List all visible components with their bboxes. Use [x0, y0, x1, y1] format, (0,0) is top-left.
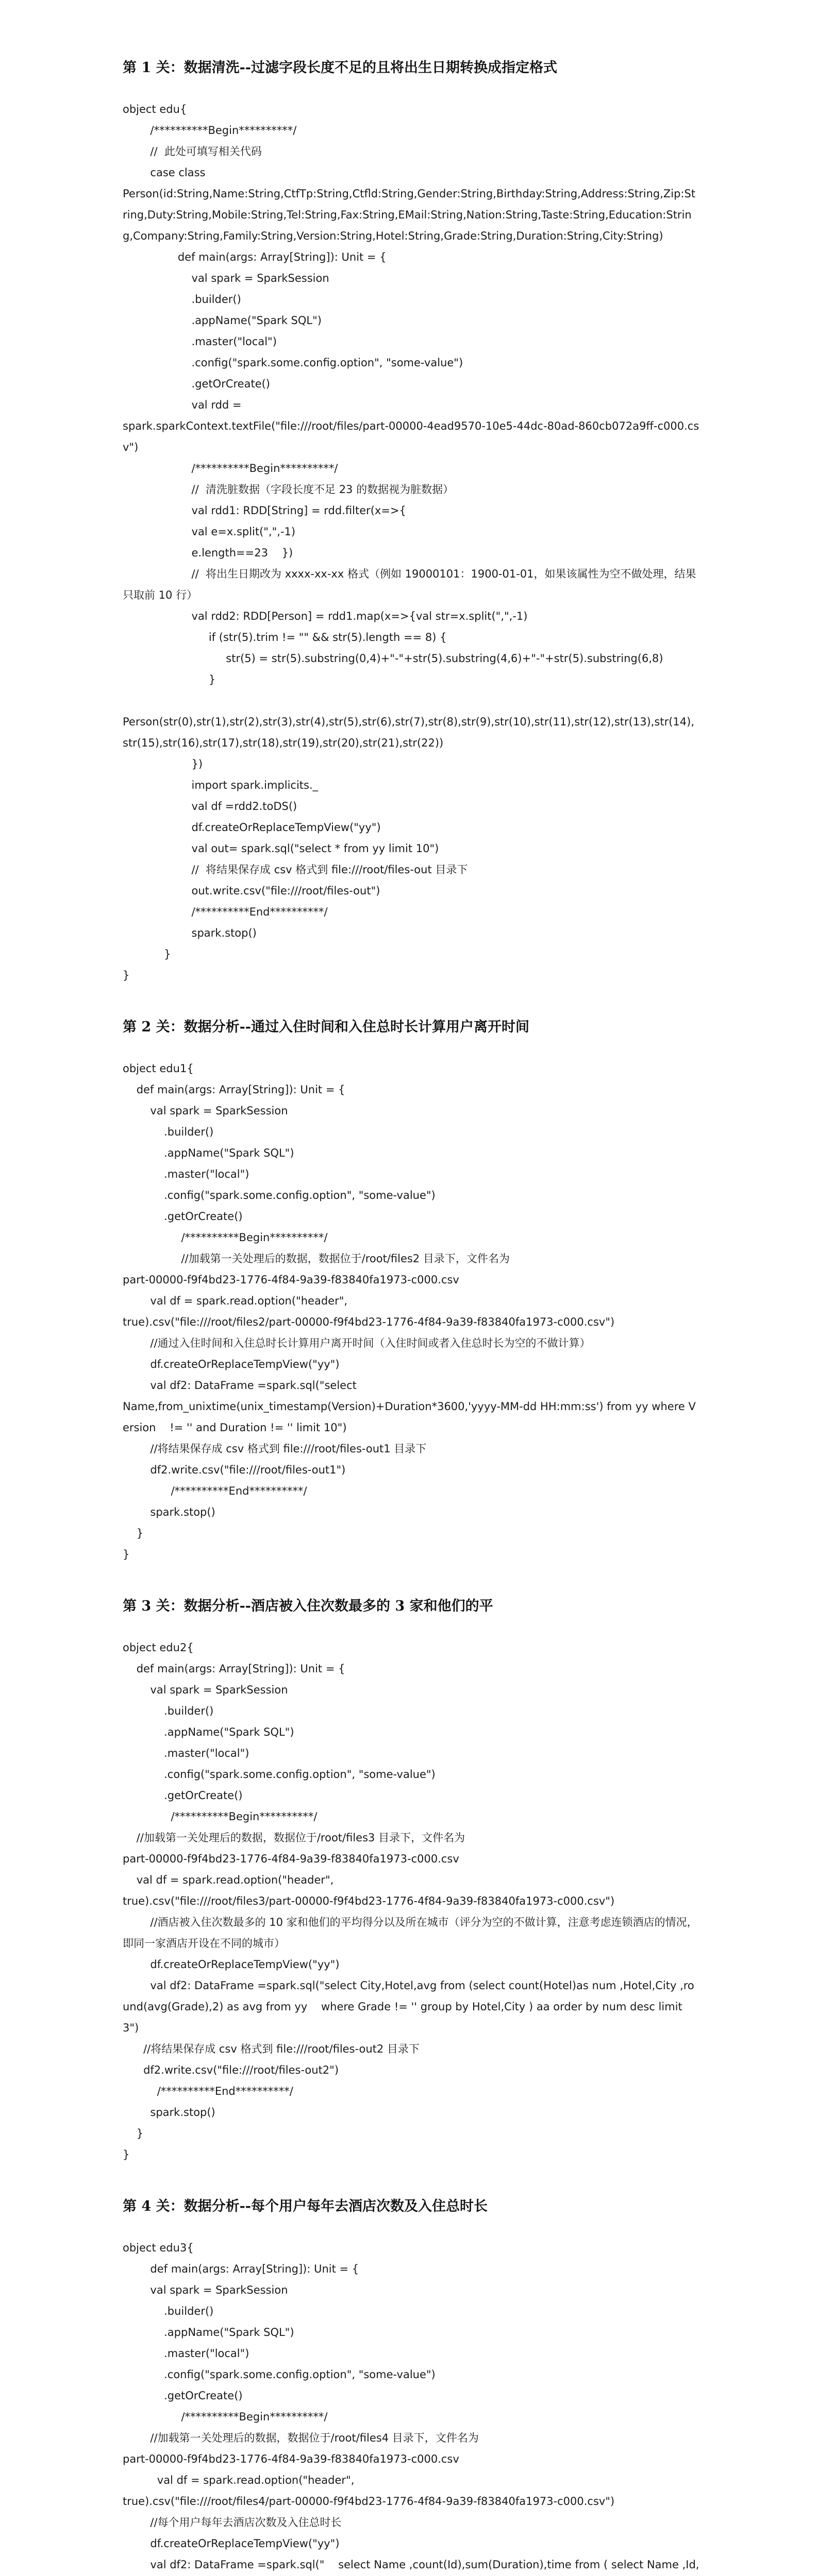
- code-line: val rdd2: RDD[Person] = rdd1.map(x=>{val str=x.split(",",-1): [123, 610, 528, 622]
- code-line: spark.stop(): [123, 927, 257, 939]
- code-line: //加载第一关处理后的数据，数据位于/root/files2 目录下，文件名为: [123, 1252, 510, 1265]
- section-title: 第 2 关：数据分析--通过入住时间和入住总时长计算用户离开时间: [123, 1019, 529, 1035]
- code-line: }: [123, 1548, 130, 1561]
- code-line: val df2: DataFrame =spark.sql("select City,Hotel,avg from (select count(Hotel)as num ,Hotel,City ,round(avg(Grade),2) as avg from yy where Grade != '' group by Hotel,City ) aa order by num desc limit 3"): [123, 1979, 694, 2034]
- code-line: Name,from_unixtime(unix_timestamp(Version)+Duration*3600,'yyyy-MM-dd HH:mm:ss') from yy where Version != '' and Duration != '' limit 10"): [123, 1400, 696, 1434]
- code-line: /**********Begin**********/: [123, 124, 297, 137]
- code-block: [123, 99, 699, 986]
- code-line: }): [123, 758, 203, 770]
- section-4: [123, 2196, 699, 2576]
- code-line: .config("spark.some.config.option", "some-value"): [123, 357, 463, 369]
- code-line: import spark.implicits._: [123, 779, 319, 791]
- code-line: //通过入住时间和入住总时长计算用户离开时间（入住时间或者入住总时长为空的不做计算）: [123, 1337, 591, 1349]
- code-line: df.createOrReplaceTempView("yy"): [123, 821, 381, 834]
- code-line: .appName("Spark SQL"): [123, 1147, 294, 1159]
- code-line: def main(args: Array[String]): Unit = {: [123, 1663, 345, 1675]
- code-line: .config("spark.some.config.option", "some-value"): [123, 2368, 436, 2381]
- code-line: def main(args: Array[String]): Unit = {: [123, 251, 387, 263]
- code-line: .appName("Spark SQL"): [123, 2326, 294, 2338]
- section-title: 第 3 关：数据分析--酒店被入住次数最多的 3 家和他们的平: [123, 1598, 493, 1614]
- code-line: true).csv("file:///root/files4/part-00000-f9f4bd23-1776-4f84-9a39-f83840fa1973-c000.csv"): [123, 2495, 615, 2507]
- code-line: .builder(): [123, 2305, 214, 2317]
- section-title: 第 1 关：数据清洗--过滤字段长度不足的且将出生日期转换成指定格式: [123, 60, 557, 76]
- code-line: //酒店被入住次数最多的 10 家和他们的平均得分以及所在城市（评分为空的不做计算，注意考虑连锁酒店的情况，即同一家酒店开设在不同的城市）: [123, 1916, 698, 1950]
- code-line: }: [123, 673, 216, 686]
- code-line: /**********End**********/: [123, 2085, 293, 2097]
- code-line: spark.stop(): [123, 1506, 215, 1518]
- code-line: df2.write.csv("file:///root/files-out2"): [123, 2064, 339, 2076]
- code-line: //每个用户每年去酒店次数及入住总时长: [123, 2516, 342, 2529]
- code-line: def main(args: Array[String]): Unit = {: [123, 1083, 345, 1096]
- code-line: // 清洗脏数据（字段长度不足 23 的数据视为脏数据）: [123, 483, 454, 496]
- code-line: val rdd =: [123, 399, 242, 411]
- code-line: out.write.csv("file:///root/files-out"): [123, 885, 380, 897]
- code-line: .getOrCreate(): [123, 378, 271, 390]
- code-line: object edu{: [123, 103, 187, 115]
- code-line: df2.write.csv("file:///root/files-out1"): [123, 1464, 346, 1476]
- code-line: true).csv("file:///root/files2/part-00000-f9f4bd23-1776-4f84-9a39-f83840fa1973-c000.csv"): [123, 1316, 615, 1328]
- code-line: true).csv("file:///root/files3/part-00000-f9f4bd23-1776-4f84-9a39-f83840fa1973-c000.csv"): [123, 1895, 615, 1907]
- code-line: .getOrCreate(): [123, 2389, 243, 2402]
- code-line: .config("spark.some.config.option", "some-value"): [123, 1768, 436, 1781]
- code-line: // 将结果保存成 csv 格式到 file:///root/files-out 目录下: [123, 863, 468, 876]
- code-line: Person(str(0),str(1),str(2),str(3),str(4),str(5),str(6),str(7),str(8),str(9),str(10),str(11),str(12),str(13),str(14),str(15),str(16),str(17),str(18),str(19),str(20),str(21),str(22)): [123, 716, 695, 749]
- code-line: .config("spark.some.config.option", "some-value"): [123, 1189, 436, 1201]
- code-line: }: [123, 1527, 144, 1539]
- section-1: [123, 58, 699, 986]
- code-line: object edu2{: [123, 1641, 194, 1654]
- code-line: val df2: DataFrame =spark.sql(" select Name ,count(Id),sum(Duration),time from ( select Name ,Id,: [150, 2558, 699, 2571]
- code-line: //加载第一关处理后的数据，数据位于/root/files3 目录下，文件名为: [123, 1832, 465, 1844]
- code-line: val rdd1: RDD[String] = rdd.filter(x=>{: [123, 504, 406, 517]
- code-line: val df =rdd2.toDS(): [123, 800, 297, 812]
- code-line: // 此处可填写相关代码: [123, 145, 262, 158]
- code-line: .appName("Spark SQL"): [123, 314, 322, 327]
- code-line: .builder(): [123, 293, 241, 306]
- code-line: val df = spark.read.option("header",: [123, 1295, 348, 1307]
- code-line: /**********End**********/: [123, 906, 328, 918]
- code-line: }: [123, 948, 171, 960]
- section-3: [123, 1596, 699, 2165]
- code-line: val out= spark.sql("select * from yy limit 10"): [123, 842, 439, 855]
- code-block: [123, 1058, 699, 1565]
- code-line: /**********Begin**********/: [123, 1810, 318, 1823]
- code-line: Person(id:String,Name:String,CtfTp:String,Ctfld:String,Gender:String,Birthday:String,Address:String,Zip:String,Duty:String,Mobile:String,Tel:String,Fax:String,EMail:String,Nation:String,Taste:String,Education:String,Company:String,Family:String,Version:String,Hotel:String,Grade:String,Duration:String,City:String): [123, 188, 696, 242]
- code-line: /**********Begin**********/: [123, 1231, 328, 1244]
- code-line: val spark = SparkSession: [123, 2284, 288, 2296]
- code-line: part-00000-f9f4bd23-1776-4f84-9a39-f83840fa1973-c000.csv: [123, 2453, 459, 2465]
- code-line: object edu3{: [123, 2242, 194, 2254]
- code-line: [123, 690, 699, 711]
- code-line: part-00000-f9f4bd23-1776-4f84-9a39-f83840fa1973-c000.csv: [123, 1274, 459, 1286]
- code-line: .master("local"): [123, 1747, 249, 1759]
- code-line: def main(args: Array[String]): Unit = {: [123, 2263, 359, 2275]
- code-line: .getOrCreate(): [123, 1789, 243, 1802]
- code-line: object edu1{: [123, 1062, 194, 1075]
- code-line: str(5) = str(5).substring(0,4)+"-"+str(5).substring(4,6)+"-"+str(5).substring(6,8): [123, 652, 663, 665]
- section-title: 第 4 关：数据分析--每个用户每年去酒店次数及入住总时长: [123, 2198, 488, 2214]
- code-block: [123, 2238, 699, 2576]
- code-line: case class: [123, 166, 206, 179]
- code-line: // 将出生日期改为 xxxx-xx-xx 格式（例如 19000101：1900-01-01，如果该属性为空不做处理，结果只取前 10 行）: [123, 568, 696, 601]
- code-line: .builder(): [123, 1126, 214, 1138]
- code-line: //加载第一关处理后的数据，数据位于/root/files4 目录下，文件名为: [123, 2432, 479, 2444]
- code-line: /**********Begin**********/: [123, 462, 338, 474]
- section-2: [123, 1017, 699, 1565]
- code-line: .master("local"): [123, 1168, 249, 1180]
- code-line: val spark = SparkSession: [123, 1684, 288, 1696]
- code-line: //将结果保存成 csv 格式到 file:///root/files-out2 目录下: [123, 2043, 420, 2055]
- code-line: val spark = SparkSession: [123, 272, 329, 284]
- code-line: .builder(): [123, 1705, 214, 1717]
- code-line: }: [123, 2148, 130, 2161]
- code-line: .getOrCreate(): [123, 1210, 243, 1223]
- code-line: .master("local"): [123, 335, 277, 348]
- code-block: [123, 1637, 699, 2165]
- code-line: part-00000-f9f4bd23-1776-4f84-9a39-f83840fa1973-c000.csv: [123, 1853, 459, 1865]
- code-line: if (str(5).trim != "" && str(5).length == 8) {: [123, 631, 447, 643]
- code-line: .master("local"): [123, 2347, 249, 2360]
- code-line: e.length==23 }): [123, 547, 293, 559]
- code-line: .appName("Spark SQL"): [123, 1726, 294, 1738]
- code-line: //将结果保存成 csv 格式到 file:///root/files-out1 目录下: [123, 1443, 427, 1455]
- code-line: spark.sparkContext.textFile("file:///root/files/part-00000-4ead9570-10e5-44dc-80ad-860cb072a9ff-c000.csv"): [123, 420, 699, 453]
- code-line: df.createOrReplaceTempView("yy"): [123, 1358, 340, 1370]
- code-line: }: [123, 969, 130, 981]
- code-line: df.createOrReplaceTempView("yy"): [123, 2537, 340, 2550]
- code-line: }: [123, 2127, 144, 2140]
- code-line: val spark = SparkSession: [123, 1105, 288, 1117]
- code-line: val df = spark.read.option("header",: [123, 1874, 334, 1886]
- code-line: spark.stop(): [123, 2106, 215, 2119]
- code-line: df.createOrReplaceTempView("yy"): [123, 1958, 340, 1971]
- code-line: /**********End**********/: [123, 1485, 307, 1497]
- code-line: /**********Begin**********/: [123, 2411, 328, 2423]
- code-line: val e=x.split(",",-1): [123, 526, 296, 538]
- code-line: val df = spark.read.option("header",: [123, 2474, 355, 2486]
- code-line: val df2: DataFrame =spark.sql("select: [123, 1379, 357, 1392]
